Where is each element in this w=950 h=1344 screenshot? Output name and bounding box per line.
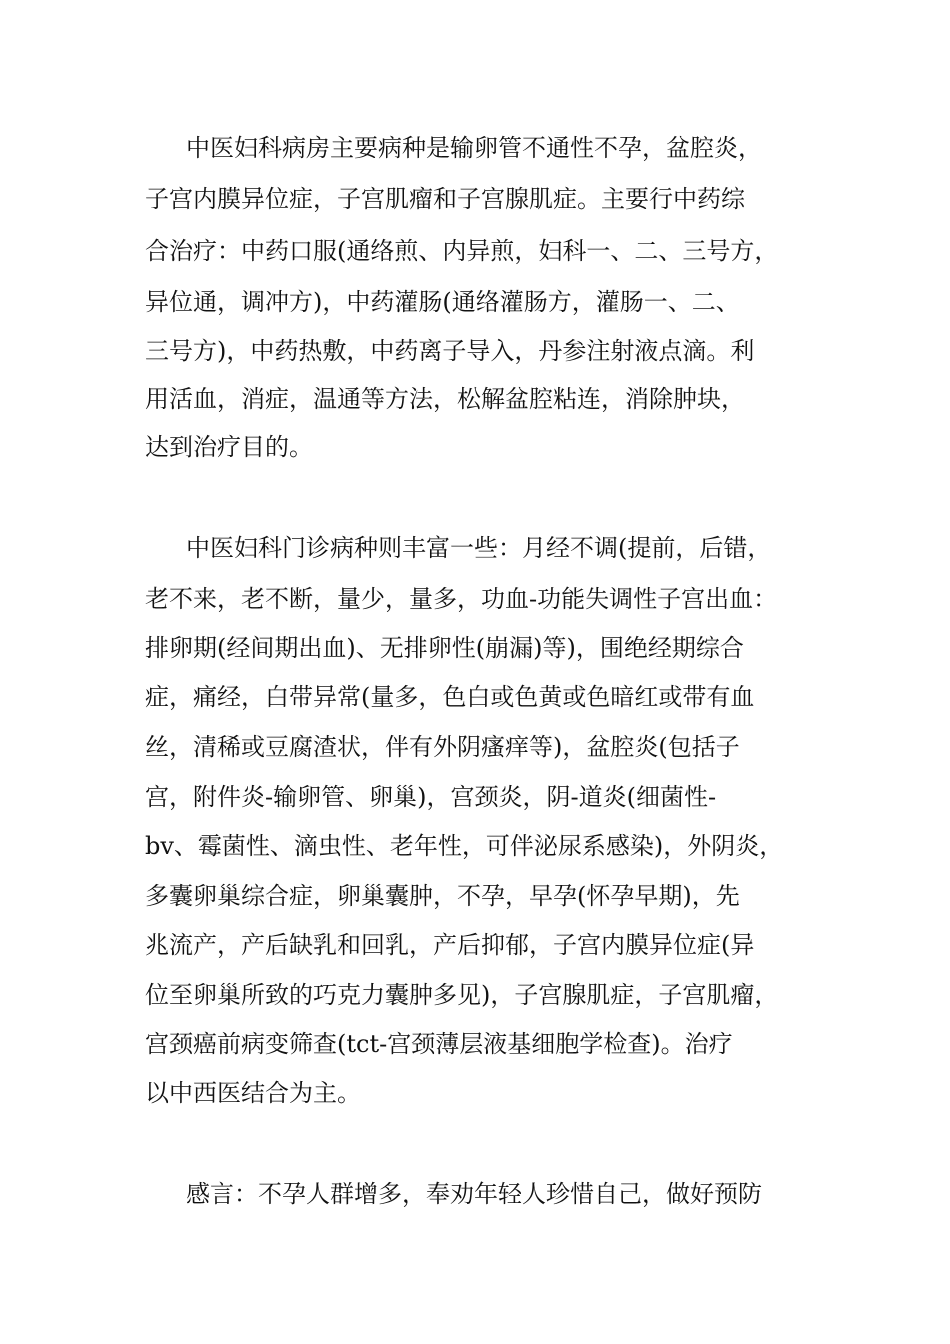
text-line: 位至卵巢所致的巧克力囊肿多见)，子宫腺肌症，子宫肌瘤， — [145, 981, 779, 1009]
text-line: 以中西医结合为主。 — [145, 1079, 361, 1107]
text-line: 用活血，消症，温通等方法，松解盆腔粘连，消除肿块， — [145, 385, 745, 413]
text-line: bv、霉菌性、滴虫性、老年性，可伴泌尿系感染)，外阴炎， — [145, 832, 784, 860]
text-line: 子宫内膜异位症，子宫肌瘤和子宫腺肌症。主要行中药综 — [145, 185, 745, 213]
text-line: 宫颈癌前病变筛查(tct-宫颈薄层液基细胞学检查)。治疗 — [145, 1030, 733, 1058]
text-line: 症，痛经，白带异常(量多，色白或色黄或色暗红或带有血 — [145, 683, 755, 711]
text-line: 感言：不孕人群增多，奉劝年轻人珍惜自己，做好预防 — [186, 1180, 762, 1208]
text-line: 达到治疗目的。 — [145, 433, 313, 461]
text-line: 异位通，调冲方)，中药灌肠(通络灌肠方，灌肠一、二、 — [145, 288, 740, 316]
text-line: 老不来，老不断，量少，量多，功血-功能失调性子宫出血： — [145, 585, 778, 613]
text-line: 中医妇科病房主要病种是输卵管不通性不孕，盆腔炎， — [186, 134, 762, 162]
text-line: 多囊卵巢综合症，卵巢囊肿，不孕，早孕(怀孕早期)，先 — [145, 882, 740, 910]
text-line: 丝，清稀或豆腐渣状，伴有外阴瘙痒等)，盆腔炎(包括子 — [145, 733, 740, 761]
text-line: 宫，附件炎-输卵管、卵巢)，宫颈炎，阴-道炎(细菌性- — [145, 783, 717, 811]
text-line: 中医妇科门诊病种则丰富一些：月经不调(提前，后错， — [186, 534, 772, 562]
text-line: 三号方)，中药热敷，中药离子导入，丹参注射液点滴。利 — [145, 337, 755, 365]
text-line: 兆流产，产后缺乳和回乳，产后抑郁，子宫内膜异位症(异 — [145, 931, 755, 959]
text-line: 排卵期(经间期出血)、无排卵性(崩漏)等)，围绝经期综合 — [145, 634, 744, 662]
text-line: 合治疗：中药口服(通络煎、内异煎，妇科一、二、三号方， — [145, 237, 779, 265]
